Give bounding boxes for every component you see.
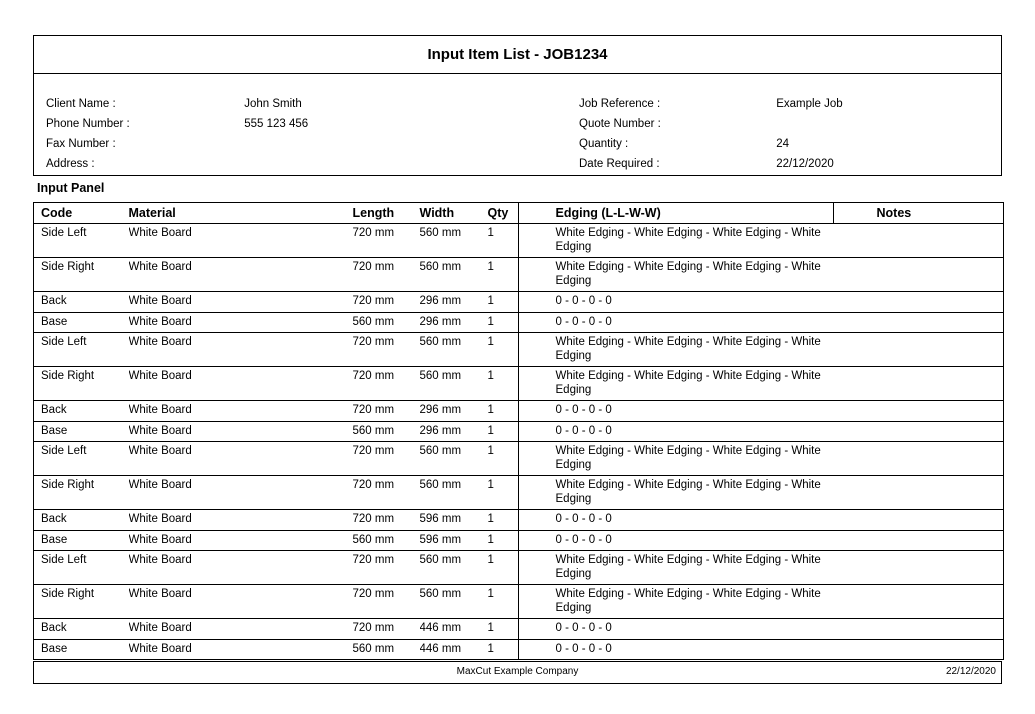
- cell-width: 446 mm: [420, 619, 488, 640]
- cell-qty: 1: [488, 312, 519, 333]
- table-header-row: [34, 203, 1004, 224]
- table-row: [34, 224, 1004, 258]
- cell-material: White Board: [129, 442, 353, 476]
- cell-material: White Board: [129, 619, 353, 640]
- table-body: [34, 224, 1004, 660]
- table-row: [34, 258, 1004, 292]
- table-row: [34, 510, 1004, 531]
- cell-edging: White Edging - White Edging - White Edging - White Edging: [518, 585, 833, 619]
- cell-notes: [833, 312, 1003, 333]
- cell-notes: [833, 510, 1003, 531]
- cell-edging: White Edging - White Edging - White Edging - White Edging: [518, 258, 833, 292]
- cell-width: 296 mm: [420, 312, 488, 333]
- phone-number-value: 555 123 456: [244, 118, 309, 130]
- column-header-notes: Notes: [833, 203, 1003, 224]
- phone-number-row: [46, 114, 308, 134]
- cell-material: White Board: [129, 530, 353, 551]
- cell-qty: 1: [488, 585, 519, 619]
- cell-edging: 0 - 0 - 0 - 0: [518, 510, 833, 531]
- table-row: [34, 292, 1004, 313]
- job-reference-label: Job Reference :: [579, 98, 661, 110]
- table-row: [34, 619, 1004, 640]
- cell-edging: White Edging - White Edging - White Edging - White Edging: [518, 551, 833, 585]
- cell-notes: [833, 442, 1003, 476]
- column-header-width: Width: [420, 203, 488, 224]
- cell-edging: 0 - 0 - 0 - 0: [518, 619, 833, 640]
- cell-notes: [833, 367, 1003, 401]
- cell-qty: 1: [488, 367, 519, 401]
- cell-notes: [833, 585, 1003, 619]
- column-header-qty: Qty: [488, 203, 519, 224]
- cell-edging: 0 - 0 - 0 - 0: [518, 421, 833, 442]
- job-reference-value: Example Job: [776, 98, 843, 110]
- cell-material: White Board: [129, 224, 353, 258]
- section-title: Input Panel: [37, 181, 105, 195]
- cell-width: 296 mm: [420, 292, 488, 313]
- cell-edging: 0 - 0 - 0 - 0: [518, 312, 833, 333]
- table-row: [34, 530, 1004, 551]
- cell-length: 720 mm: [353, 258, 420, 292]
- cell-length: 720 mm: [353, 367, 420, 401]
- quote-number-label: Quote Number :: [579, 118, 661, 130]
- footer-date: 22/12/2020: [945, 666, 996, 677]
- cell-notes: [833, 333, 1003, 367]
- cell-qty: 1: [488, 292, 519, 313]
- client-name-label: Client Name :: [46, 98, 116, 110]
- input-panel-table: [33, 202, 1004, 660]
- cell-material: White Board: [129, 551, 353, 585]
- cell-material: White Board: [129, 585, 353, 619]
- table-row: [34, 333, 1004, 367]
- cell-length: 560 mm: [353, 421, 420, 442]
- table-row: [34, 367, 1004, 401]
- cell-width: 560 mm: [420, 224, 488, 258]
- cell-material: White Board: [129, 292, 353, 313]
- cell-width: 296 mm: [420, 401, 488, 422]
- cell-notes: [833, 258, 1003, 292]
- phone-number-label: Phone Number :: [46, 118, 130, 130]
- table-row: [34, 421, 1004, 442]
- cell-qty: 1: [488, 639, 519, 660]
- table-row: [34, 639, 1004, 660]
- cell-qty: 1: [488, 224, 519, 258]
- cell-code: Side Right: [34, 367, 129, 401]
- table-row: [34, 401, 1004, 422]
- cell-notes: [833, 551, 1003, 585]
- cell-code: Base: [34, 421, 129, 442]
- table-row: [34, 442, 1004, 476]
- column-header-edging: Edging (L-L-W-W): [518, 203, 833, 224]
- fax-number-row: [46, 134, 308, 154]
- cell-material: White Board: [129, 367, 353, 401]
- table-row: [34, 585, 1004, 619]
- title-bar: [34, 36, 1001, 74]
- cell-edging: 0 - 0 - 0 - 0: [518, 530, 833, 551]
- table-row: [34, 551, 1004, 585]
- cell-width: 446 mm: [420, 639, 488, 660]
- cell-length: 720 mm: [353, 551, 420, 585]
- cell-notes: [833, 421, 1003, 442]
- cell-edging: 0 - 0 - 0 - 0: [518, 292, 833, 313]
- cell-material: White Board: [129, 510, 353, 531]
- cell-code: Base: [34, 530, 129, 551]
- date-required-label: Date Required :: [579, 158, 660, 170]
- cell-code: Side Left: [34, 551, 129, 585]
- cell-material: White Board: [129, 258, 353, 292]
- quantity-label: Quantity :: [579, 138, 629, 150]
- cell-qty: 1: [488, 401, 519, 422]
- cell-length: 720 mm: [353, 401, 420, 422]
- cell-qty: 1: [488, 442, 519, 476]
- cell-code: Side Left: [34, 442, 129, 476]
- cell-code: Back: [34, 619, 129, 640]
- header-box: [33, 35, 1002, 176]
- cell-length: 720 mm: [353, 333, 420, 367]
- cell-width: 560 mm: [420, 258, 488, 292]
- cell-length: 560 mm: [353, 639, 420, 660]
- cell-code: Back: [34, 510, 129, 531]
- client-name-value: John Smith: [244, 98, 302, 110]
- cell-code: Base: [34, 639, 129, 660]
- cell-notes: [833, 639, 1003, 660]
- cell-edging: White Edging - White Edging - White Edging - White Edging: [518, 333, 833, 367]
- column-header-code: Code: [34, 203, 129, 224]
- cell-length: 720 mm: [353, 476, 420, 510]
- cell-width: 560 mm: [420, 585, 488, 619]
- cell-length: 560 mm: [353, 312, 420, 333]
- cell-notes: [833, 292, 1003, 313]
- cell-qty: 1: [488, 551, 519, 585]
- cell-length: 720 mm: [353, 442, 420, 476]
- cell-material: White Board: [129, 312, 353, 333]
- cell-length: 720 mm: [353, 224, 420, 258]
- cell-material: White Board: [129, 476, 353, 510]
- cell-notes: [833, 224, 1003, 258]
- column-header-length: Length: [353, 203, 420, 224]
- column-header-material: Material: [129, 203, 353, 224]
- cell-width: 560 mm: [420, 476, 488, 510]
- cell-notes: [833, 619, 1003, 640]
- cell-code: Side Right: [34, 258, 129, 292]
- cell-length: 720 mm: [353, 510, 420, 531]
- cell-edging: 0 - 0 - 0 - 0: [518, 639, 833, 660]
- cell-width: 596 mm: [420, 510, 488, 531]
- cell-width: 560 mm: [420, 442, 488, 476]
- cell-code: Back: [34, 401, 129, 422]
- cell-code: Side Right: [34, 585, 129, 619]
- cell-material: White Board: [129, 401, 353, 422]
- cell-width: 560 mm: [420, 367, 488, 401]
- cell-qty: 1: [488, 258, 519, 292]
- cell-length: 560 mm: [353, 530, 420, 551]
- job-reference-row: [579, 94, 843, 114]
- cell-width: 560 mm: [420, 333, 488, 367]
- cell-qty: 1: [488, 619, 519, 640]
- cell-edging: White Edging - White Edging - White Edging - White Edging: [518, 476, 833, 510]
- address-label: Address :: [46, 158, 95, 170]
- cell-code: Base: [34, 312, 129, 333]
- date-required-row: [579, 154, 843, 174]
- table-row: [34, 312, 1004, 333]
- client-name-row: [46, 94, 308, 114]
- cell-qty: 1: [488, 510, 519, 531]
- fax-number-label: Fax Number :: [46, 138, 116, 150]
- cell-notes: [833, 401, 1003, 422]
- cell-length: 720 mm: [353, 619, 420, 640]
- client-info-block: [46, 94, 308, 174]
- cell-qty: 1: [488, 333, 519, 367]
- quantity-row: [579, 134, 843, 154]
- date-required-value: 22/12/2020: [776, 158, 834, 170]
- cell-material: White Board: [129, 421, 353, 442]
- cell-length: 720 mm: [353, 292, 420, 313]
- cell-qty: 1: [488, 476, 519, 510]
- cell-code: Side Left: [34, 333, 129, 367]
- job-info-block: [579, 94, 843, 174]
- cell-width: 596 mm: [420, 530, 488, 551]
- address-row: [46, 154, 308, 174]
- cell-edging: White Edging - White Edging - White Edging - White Edging: [518, 367, 833, 401]
- cell-code: Side Left: [34, 224, 129, 258]
- footer-bar: [33, 661, 1002, 684]
- cell-code: Back: [34, 292, 129, 313]
- cell-notes: [833, 476, 1003, 510]
- cell-width: 560 mm: [420, 551, 488, 585]
- cell-edging: White Edging - White Edging - White Edging - White Edging: [518, 442, 833, 476]
- report-title: Input Item List - JOB1234: [427, 46, 608, 63]
- cell-edging: White Edging - White Edging - White Edging - White Edging: [518, 224, 833, 258]
- cell-material: White Board: [129, 639, 353, 660]
- cell-qty: 1: [488, 421, 519, 442]
- cell-notes: [833, 530, 1003, 551]
- cell-length: 720 mm: [353, 585, 420, 619]
- quantity-value: 24: [776, 138, 789, 150]
- cell-code: Side Right: [34, 476, 129, 510]
- quote-number-row: [579, 114, 843, 134]
- table-row: [34, 476, 1004, 510]
- cell-edging: 0 - 0 - 0 - 0: [518, 401, 833, 422]
- footer-company: MaxCut Example Company: [456, 666, 579, 677]
- cell-material: White Board: [129, 333, 353, 367]
- cell-qty: 1: [488, 530, 519, 551]
- cell-width: 296 mm: [420, 421, 488, 442]
